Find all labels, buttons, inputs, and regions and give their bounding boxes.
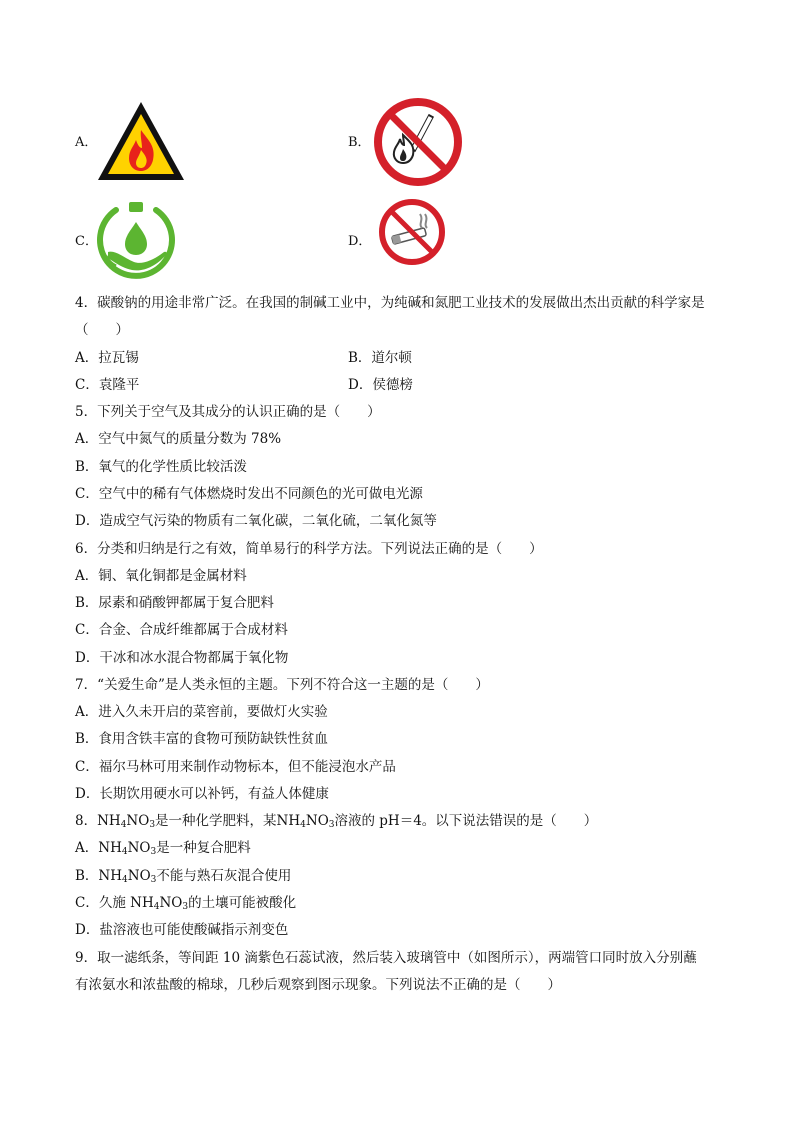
q3-option-d-label: D． xyxy=(348,234,372,249)
q7-option-a: A．进入久未开启的菜窖前，要做灯火实验 xyxy=(75,704,328,720)
q8-option-c: C．久施 $NH_4NO_3$的土壤可能被酸化 xyxy=(75,895,297,912)
no-open-flame-sign-icon xyxy=(373,97,463,187)
q5-stem: 5．下列关于空气及其成分的认识正确的是（ ） xyxy=(75,404,381,420)
q8-option-a: A．$NH_4NO_3$是一种复合肥料 xyxy=(75,840,251,857)
q3-option-c-label: C． xyxy=(75,234,98,249)
q8-stem: 8．$NH_4NO_3$是一种化学肥料，某$NH_4NO_3$溶液的 pH＝4。以下说法错误的是（ ） xyxy=(75,813,598,830)
q6-option-a: A．铜、氧化铜都是金属材料 xyxy=(75,568,247,584)
water-saving-sign-icon xyxy=(94,200,178,282)
q4-stem: 4．碳酸钠的用途非常广泛。在我国的制碱工业中，为纯碱和氮肥工业技术的发展做出杰出贡献的科学家是 xyxy=(75,295,705,311)
q4-option-d: D．侯德榜 xyxy=(348,377,413,393)
q5-option-a: A．空气中氮气的质量分数为 78% xyxy=(75,431,282,447)
q8-option-b: B．$NH_4NO_3$不能与熟石灰混合使用 xyxy=(75,868,292,885)
q3-option-a-label: A． xyxy=(75,135,98,150)
q3-option-b-label: B． xyxy=(348,135,371,150)
q9-stem-line-1: 9．取一滤纸条，等间距 10 滴紫色石蕊试液，然后装入玻璃管中（如图所示），两端管口同时放入分别蘸 xyxy=(75,950,697,966)
q5-option-b: B．氧气的化学性质比较活泼 xyxy=(75,459,247,475)
no-smoking-sign-icon xyxy=(378,198,446,266)
q4-option-c: C．袁隆平 xyxy=(75,377,140,393)
q7-option-c: C．福尔马林可用来制作动物标本，但不能浸泡水产品 xyxy=(75,759,396,775)
q6-option-c: C．合金、合成纤维都属于合成材料 xyxy=(75,622,288,638)
q5-option-c: C．空气中的稀有气体燃烧时发出不同颜色的光可做电光源 xyxy=(75,486,423,502)
q7-option-b: B．食用含铁丰富的食物可预防缺铁性贫血 xyxy=(75,731,328,747)
q6-option-b: B．尿素和硝酸钾都属于复合肥料 xyxy=(75,595,274,611)
q8-option-d: D．盐溶液也可能使酸碱指示剂变色 xyxy=(75,922,289,938)
q5-option-d: D．造成空气污染的物质有二氧化碳，二氧化硫，二氧化氮等 xyxy=(75,513,437,529)
flammable-warning-sign-icon xyxy=(96,100,186,182)
q6-stem: 6．分类和归纳是行之有效，简单易行的科学方法。下列说法正确的是（ ） xyxy=(75,541,543,557)
q4-option-a: A．拉瓦锡 xyxy=(75,350,139,366)
q6-option-d: D．干冰和冰水混合物都属于氧化物 xyxy=(75,650,289,666)
q7-option-d: D．长期饮用硬水可以补钙，有益人体健康 xyxy=(75,786,329,802)
q4-blank: （ ） xyxy=(75,322,129,338)
q9-stem-line-2: 有浓氨水和浓盐酸的棉球，几秒后观察到图示现象。下列说法不正确的是（ ） xyxy=(75,977,561,993)
q4-option-b: B．道尔顿 xyxy=(348,350,412,366)
q7-stem: 7．“关爱生命”是人类永恒的主题。下列不符合这一主题的是（ ） xyxy=(75,677,489,693)
